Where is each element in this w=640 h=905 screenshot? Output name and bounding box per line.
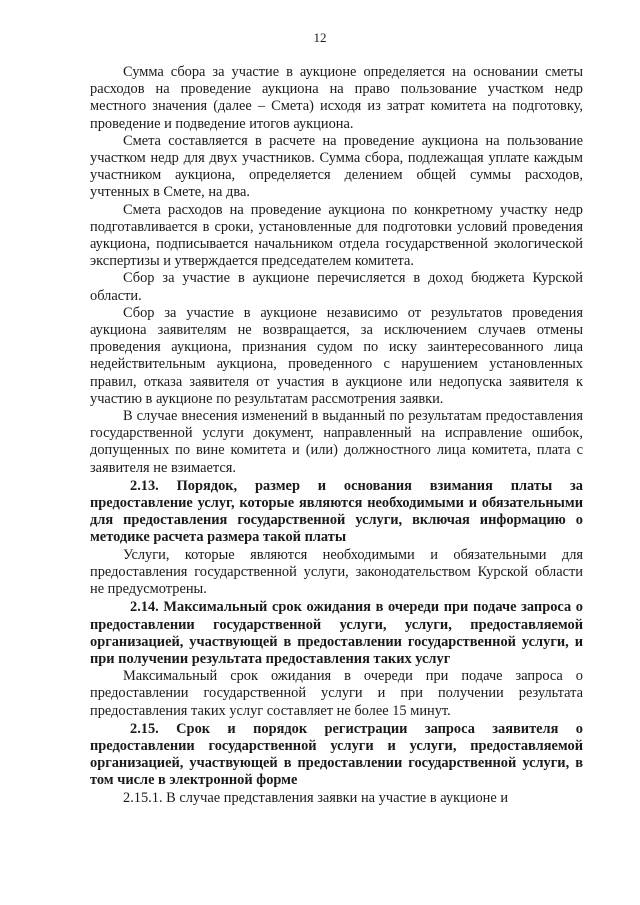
section-body-2-13: Услуги, которые являются необходимыми и обязательными для предоставления государственной услуги, законодательством Курской области не предусмотрены.	[90, 546, 583, 598]
paragraph-estimate-preparation: Смета расходов на проведение аукциона по конкретному участку недр подготавливается в сроки, установленные для подготовки условий проведения аукциона, подписывается начальником отдела государственной экологической экспертизы и утверждается председателем комитета.	[90, 201, 583, 270]
paragraph-estimate-calculation: Смета составляется в расчете на проведение аукциона на пользование участком недр для двух участников. Сумма сбора, подлежащая уплате каждым участником аукциона, определяется делением общей суммы расходов, учтенных в Смете, на два.	[90, 132, 583, 201]
paragraph-fee-transfer: Сбор за участие в аукционе перечисляется в доход бюджета Курской области.	[90, 270, 583, 304]
document-body	[90, 64, 583, 807]
section-heading-2-14: 2.14. Максимальный срок ожидания в очереди при подаче запроса о предоставлении государственной услуги, услуги, предоставляемой организацией, участвующей в предоставлении государственной услуги, и при получении результата предоставления таких услуг	[90, 599, 583, 667]
paragraph-error-correction: В случае внесения изменений в выданный по результатам предоставления государственной услуги документ, направленный на исправление ошибок, допущенных по вине комитета и (или) должностного лица комитета, плата с заявителя не взимается.	[90, 408, 583, 476]
section-body-2-14: Максимальный срок ожидания в очереди при подаче запроса о предоставлении государственной услуги и при получении результата предоставления таких услуг составляет не более 15 минут.	[90, 668, 583, 719]
section-heading-2-15: 2.15. Срок и порядок регистрации запроса заявителя о предоставлении государственной услуги и услуги, предоставляемой организацией, участвующей в предоставлении государственной услуги, в том числе в электронной форме	[90, 720, 583, 789]
section-body-2-15: 2.15.1. В случае представления заявки на участие в аукционе и	[123, 789, 509, 806]
paragraph-fee-refund: Сбор за участие в аукционе независимо от результатов проведения аукциона заявителям не возвращается, за исключением случаев отмены проведения аукциона, признания судом по иску заинтересованного лица недействительным аукциона, проведенного с нарушением установленных правил, отказа заявителя от участия в аукционе или недопуска заявителя к участию в аукционе по результатам рассмотрения заявки.	[90, 304, 583, 407]
section-heading-2-13: 2.13. Порядок, размер и основания взимания платы за предоставление услуг, которые являются необходимыми и обязательными для предоставления государственной услуги, включая информацию о методике расчета размера такой платы	[90, 477, 583, 546]
paragraph-fee-amount: Сумма сбора за участие в аукционе определяется на основании сметы расходов на проведение аукциона на право пользование участком недр местного значения (далее – Смета) исходя из затрат комитета на подготовку, проведение и подведение итогов аукциона.	[90, 64, 583, 132]
page-number: 12	[313, 30, 327, 45]
